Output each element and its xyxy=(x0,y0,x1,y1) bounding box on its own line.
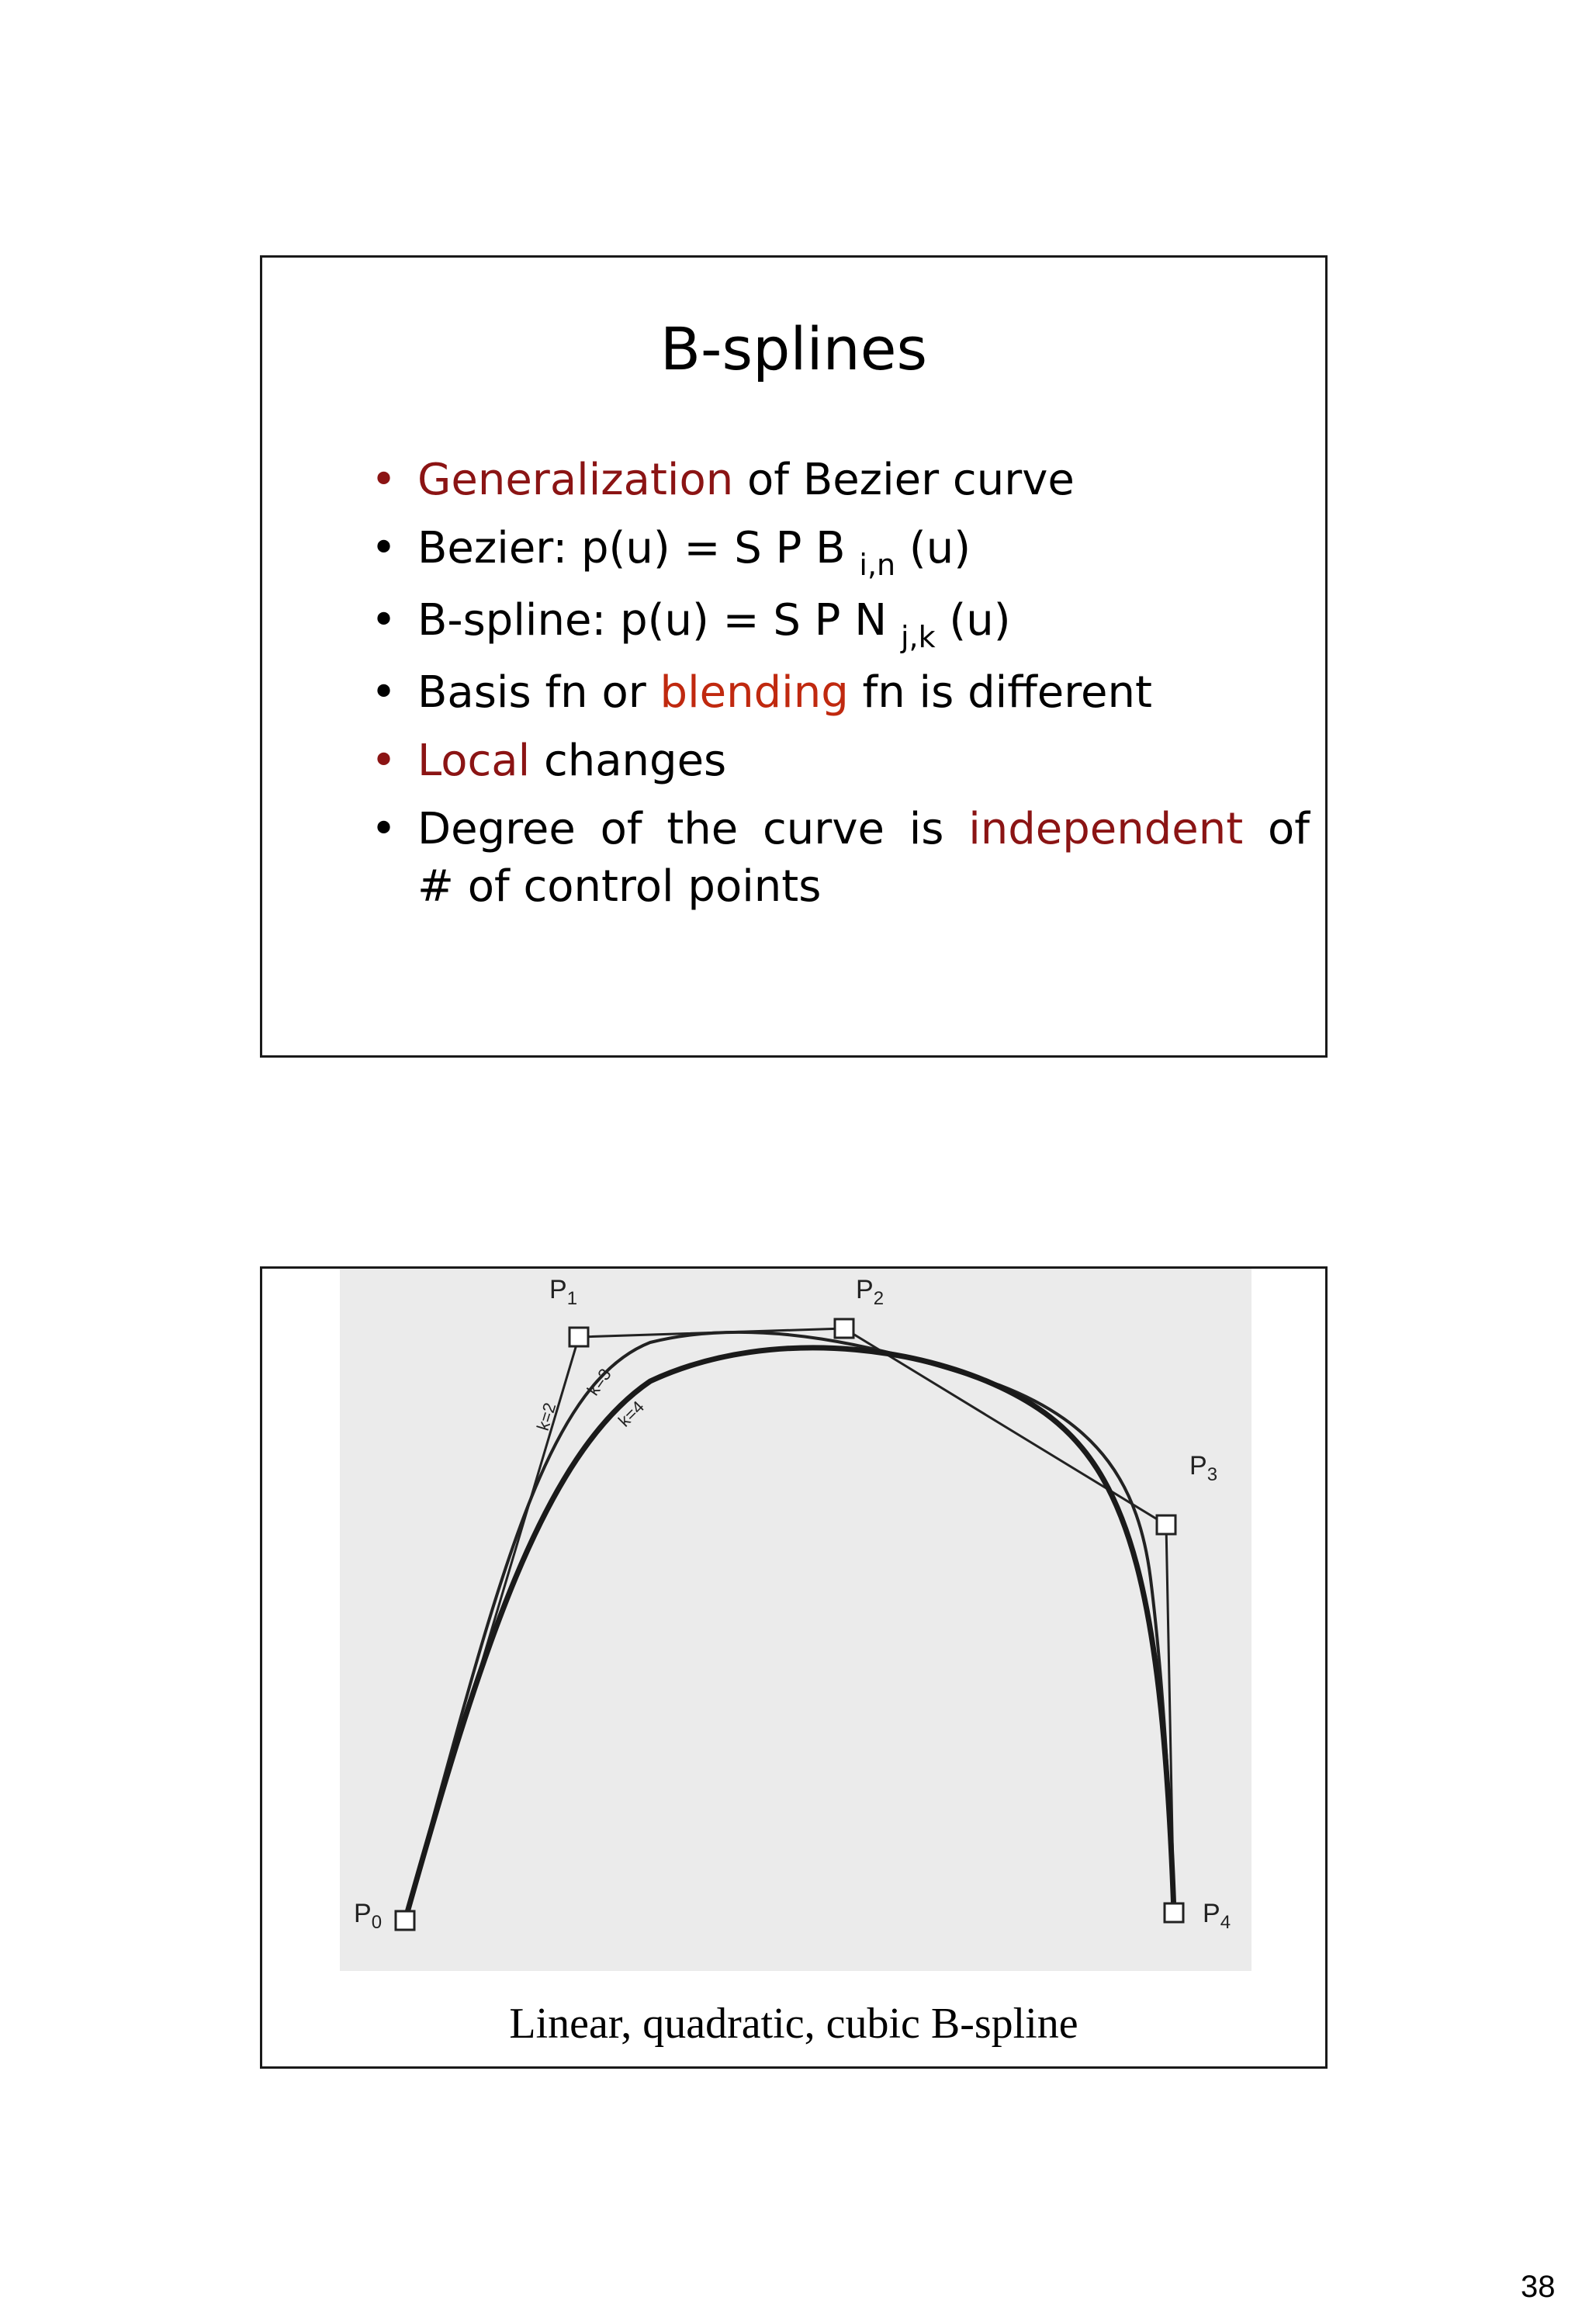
word: of xyxy=(600,804,642,854)
bullet-text: changes xyxy=(530,736,727,786)
word: the xyxy=(666,804,739,854)
bspline-diagram xyxy=(340,1269,1251,1971)
control-point-p2 xyxy=(835,1319,853,1338)
curve-label-k2: k=2 xyxy=(532,1400,560,1433)
control-point-p3 xyxy=(1157,1515,1175,1534)
formula-subscript: j,k xyxy=(900,620,936,654)
bullet-item-generalization xyxy=(371,452,1263,509)
word: Degree xyxy=(417,804,576,854)
bullet-item-local-changes xyxy=(371,733,1263,790)
bullet-symbol: • xyxy=(371,455,397,505)
bullet-symbol: • xyxy=(371,736,397,786)
bullet-item-bspline-formula xyxy=(371,592,1263,653)
curve-label-k3: k=3 xyxy=(583,1364,615,1399)
bullet-item-basis-fn xyxy=(371,664,1263,722)
point-label-p0: $P_0$ xyxy=(354,1899,383,1933)
point-label-p3: $P_3$ xyxy=(1189,1451,1218,1485)
bullet-item-degree xyxy=(371,801,1310,916)
slide-bsplines-text xyxy=(260,255,1328,1058)
bullet-item-bezier-formula xyxy=(371,520,1263,581)
formula-prefix: Bezier: p(u) = S P B xyxy=(417,523,860,573)
control-point-p4 xyxy=(1165,1903,1183,1922)
highlight-independent: independent xyxy=(968,804,1244,854)
bullet-continuation: # of control points xyxy=(417,861,822,912)
bullet-symbol: • xyxy=(371,804,397,854)
point-label-p2: $P_2$ xyxy=(856,1275,885,1309)
bullet-text: of Bezier curve xyxy=(733,455,1075,505)
point-label-p4: $P_4$ xyxy=(1203,1899,1231,1933)
highlight-generalization: Generalization xyxy=(417,455,734,505)
highlight-blending: blending xyxy=(659,667,849,718)
highlight-local: Local xyxy=(417,736,531,786)
control-point-p0 xyxy=(396,1911,414,1930)
bullet-text: Basis fn or xyxy=(417,667,660,718)
slide-bspline-figure xyxy=(260,1266,1328,2069)
bullet-symbol: • xyxy=(371,595,397,646)
curve-label-k4: k=4 xyxy=(614,1397,649,1431)
curve-k4 xyxy=(405,1348,1174,1921)
slide-title: B-splines xyxy=(659,314,928,383)
word: of xyxy=(1267,804,1310,854)
formula-suffix: (u) xyxy=(895,523,971,573)
page-number: 38 xyxy=(1521,2270,1556,2304)
bullet-text: fn is different xyxy=(848,667,1152,718)
bullet-list xyxy=(371,452,1310,926)
formula-suffix: (u) xyxy=(935,595,1011,646)
bullet-symbol: • xyxy=(371,523,397,573)
word: is xyxy=(909,804,944,854)
point-label-p1: $P_1$ xyxy=(549,1275,578,1309)
bullet-symbol: • xyxy=(371,667,397,718)
formula-prefix: B-spline: p(u) = S P N xyxy=(417,595,901,646)
control-polygon-k2 xyxy=(405,1328,1174,1921)
figure-scan-background xyxy=(340,1269,1251,1971)
formula-subscript: i,n xyxy=(859,548,896,582)
control-point-p1 xyxy=(569,1328,588,1346)
word: curve xyxy=(763,804,885,854)
figure-caption: Linear, quadratic, cubic B-spline xyxy=(509,2000,1078,2048)
